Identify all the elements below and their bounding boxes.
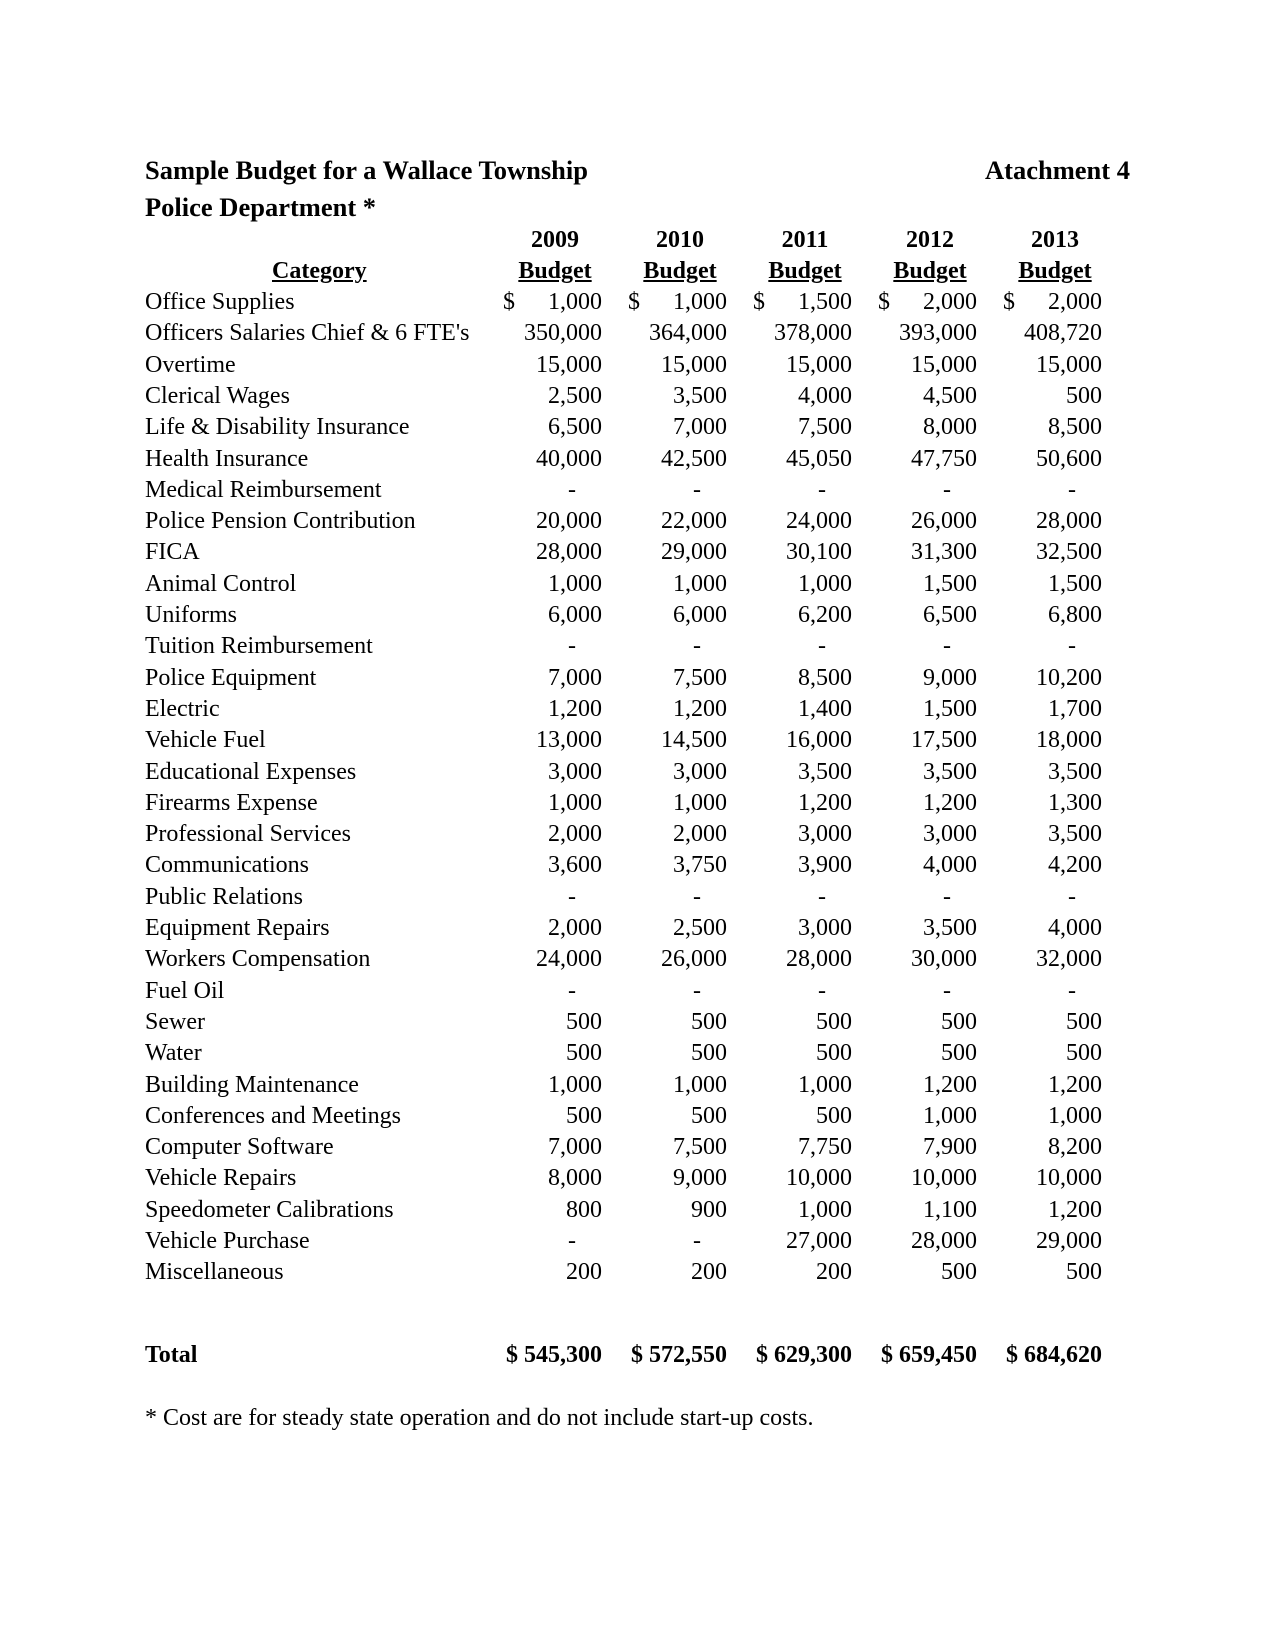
table-cell: 8,200 <box>1048 1134 1102 1161</box>
table-cell: - <box>693 476 701 503</box>
table-cell: 2,000 <box>1048 289 1102 315</box>
budget-header: Budget <box>1018 258 1092 284</box>
table-cell: 500 <box>566 1008 602 1035</box>
table-cell: - <box>818 633 826 660</box>
table-cell: 32,000 <box>1036 946 1102 973</box>
table-row <box>0 724 1275 756</box>
row-category: Computer Software <box>145 1134 334 1161</box>
budget-header: Budget <box>643 258 717 284</box>
table-cell: 30,100 <box>786 539 852 566</box>
table-cell: 10,000 <box>1036 1165 1102 1192</box>
table-row <box>0 630 1275 662</box>
table-cell: - <box>693 883 701 910</box>
row-category: Animal Control <box>145 570 297 597</box>
table-row <box>0 849 1275 881</box>
row-category: Speedometer Calibrations <box>145 1196 394 1223</box>
table-cell: 6,200 <box>798 602 852 628</box>
table-cell: 408,720 <box>1024 320 1102 347</box>
table-cell: 1,000 <box>548 789 602 816</box>
table-cell: 26,000 <box>911 508 977 535</box>
table-row <box>0 443 1275 475</box>
table-cell: 2,000 <box>923 289 977 315</box>
table-cell: 378,000 <box>774 320 852 347</box>
table-row <box>0 599 1275 631</box>
row-category: Officers Salaries Chief & 6 FTE's <box>145 320 470 347</box>
table-cell: 8,000 <box>548 1165 602 1192</box>
table-cell: - <box>1068 883 1076 910</box>
row-category: FICA <box>145 539 200 566</box>
table-cell: 1,200 <box>923 789 977 816</box>
table-cell: 8,000 <box>923 414 977 441</box>
table-row <box>0 787 1275 819</box>
table-cell: 800 <box>566 1196 602 1223</box>
table-row <box>0 662 1275 694</box>
table-cell: 3,500 <box>1048 758 1102 785</box>
table-cell: 15,000 <box>536 351 602 378</box>
currency-symbol: $ <box>753 289 765 315</box>
table-cell: 4,200 <box>1048 852 1102 879</box>
table-cell: 500 <box>941 1008 977 1035</box>
table-cell: 7,000 <box>673 414 727 441</box>
row-category: Police Equipment <box>145 664 317 691</box>
table-cell: 1,000 <box>673 289 727 315</box>
table-cell: - <box>693 633 701 660</box>
total-value: $ 659,450 <box>881 1342 977 1368</box>
table-cell: 4,500 <box>923 382 977 409</box>
table-cell: 31,300 <box>911 539 977 566</box>
table-cell: 3,500 <box>923 915 977 941</box>
table-row <box>0 881 1275 913</box>
table-row <box>0 756 1275 788</box>
table-row <box>0 1006 1275 1038</box>
row-category: Professional Services <box>145 821 351 848</box>
table-cell: - <box>568 633 576 660</box>
table-cell: 2,000 <box>673 821 727 848</box>
table-cell: 1,300 <box>1048 789 1102 816</box>
table-cell: 7,750 <box>798 1134 852 1161</box>
table-cell: - <box>568 977 576 1004</box>
currency-symbol: $ <box>1003 289 1015 315</box>
row-category: Building Maintenance <box>145 1071 359 1098</box>
table-cell: 3,500 <box>798 758 852 785</box>
table-cell: 500 <box>1066 1040 1102 1067</box>
table-cell: 500 <box>816 1102 852 1129</box>
table-cell: 26,000 <box>661 946 727 973</box>
table-cell: 900 <box>691 1196 727 1223</box>
document-title-line-1: Sample Budget for a Wallace Township <box>145 155 588 185</box>
table-cell: 6,000 <box>673 602 727 628</box>
table-cell: 22,000 <box>661 508 727 535</box>
table-cell: 3,500 <box>673 382 727 409</box>
table-row <box>0 380 1275 412</box>
table-cell: 42,500 <box>661 445 727 472</box>
table-cell: 1,000 <box>548 1071 602 1098</box>
table-row <box>0 693 1275 725</box>
table-cell: 3,000 <box>673 758 727 785</box>
budget-header: Budget <box>768 258 842 284</box>
table-row <box>0 943 1275 975</box>
table-cell: 500 <box>691 1008 727 1035</box>
table-cell: 24,000 <box>536 946 602 973</box>
table-cell: 1,000 <box>548 570 602 597</box>
table-cell: - <box>943 633 951 660</box>
row-category: Miscellaneous <box>145 1259 284 1286</box>
table-cell: 8,500 <box>798 664 852 691</box>
table-cell: 500 <box>941 1259 977 1286</box>
table-cell: 1,700 <box>1048 695 1102 722</box>
table-cell: 15,000 <box>1036 351 1102 378</box>
table-cell: 500 <box>941 1040 977 1067</box>
table-cell: 6,500 <box>548 414 602 441</box>
table-cell: 1,200 <box>548 695 602 722</box>
row-category: Clerical Wages <box>145 382 290 409</box>
row-category: Medical Reimbursement <box>145 476 382 503</box>
year-header: 2011 <box>781 227 829 253</box>
table-cell: - <box>943 977 951 1004</box>
table-cell: 1,400 <box>798 695 852 722</box>
table-cell: 200 <box>816 1259 852 1286</box>
table-cell: 13,000 <box>536 727 602 754</box>
table-cell: 10,000 <box>786 1165 852 1192</box>
table-row <box>0 349 1275 381</box>
row-category: Sewer <box>145 1008 205 1035</box>
table-row <box>0 1100 1275 1132</box>
table-cell: 17,500 <box>911 727 977 754</box>
row-category: Communications <box>145 852 309 879</box>
table-cell: 10,000 <box>911 1165 977 1192</box>
row-category: Fuel Oil <box>145 977 225 1004</box>
row-category: Tuition Reimbursement <box>145 633 373 660</box>
table-cell: 1,200 <box>1048 1071 1102 1098</box>
table-cell: 7,500 <box>673 664 727 691</box>
table-row <box>0 286 1275 318</box>
table-cell: - <box>693 977 701 1004</box>
footnote: * Cost are for steady state operation and do not include start-up costs. <box>145 1405 814 1431</box>
table-cell: 2,000 <box>548 821 602 848</box>
row-category: Educational Expenses <box>145 758 357 785</box>
table-cell: - <box>943 476 951 503</box>
table-cell: 393,000 <box>899 320 977 347</box>
table-cell: 1,500 <box>1048 570 1102 597</box>
table-cell: 3,000 <box>798 915 852 941</box>
row-category: Uniforms <box>145 602 237 628</box>
budget-header: Budget <box>893 258 967 284</box>
total-value: $ 684,620 <box>1006 1342 1102 1368</box>
table-cell: 14,500 <box>661 727 727 754</box>
year-header: 2012 <box>906 227 954 253</box>
table-cell: 3,000 <box>798 821 852 848</box>
table-cell: - <box>818 977 826 1004</box>
table-cell: 1,000 <box>1048 1102 1102 1129</box>
table-cell: - <box>568 1228 576 1254</box>
table-cell: 3,500 <box>923 758 977 785</box>
table-cell: - <box>818 883 826 910</box>
table-cell: 7,900 <box>923 1134 977 1161</box>
total-label: Total <box>145 1342 198 1368</box>
table-row <box>0 411 1275 443</box>
row-category: Police Pension Contribution <box>145 508 416 535</box>
table-cell: 1,000 <box>673 1071 727 1098</box>
table-row <box>0 1069 1275 1101</box>
table-cell: 500 <box>1066 1008 1102 1035</box>
total-value: $ 629,300 <box>756 1342 852 1368</box>
table-cell: 16,000 <box>786 727 852 754</box>
table-cell: 7,500 <box>798 414 852 441</box>
table-cell: 27,000 <box>786 1228 852 1254</box>
table-cell: 500 <box>566 1102 602 1129</box>
row-category: Equipment Repairs <box>145 915 330 941</box>
table-row <box>0 536 1275 568</box>
table-row <box>0 818 1275 850</box>
table-cell: 500 <box>816 1008 852 1035</box>
table-cell: - <box>1068 977 1076 1004</box>
table-cell: 6,800 <box>1048 602 1102 628</box>
table-cell: 10,200 <box>1036 664 1102 691</box>
currency-symbol: $ <box>878 289 890 315</box>
row-category: Water <box>145 1040 202 1067</box>
table-cell: 3,000 <box>923 821 977 848</box>
table-cell: 200 <box>691 1259 727 1286</box>
table-cell: 500 <box>566 1040 602 1067</box>
table-cell: 28,000 <box>1036 508 1102 535</box>
table-cell: 1,000 <box>548 289 602 315</box>
document-title-line-2: Police Department * <box>145 192 377 222</box>
table-cell: 9,000 <box>673 1165 727 1192</box>
total-value: $ 545,300 <box>506 1342 602 1368</box>
table-cell: 7,000 <box>548 664 602 691</box>
table-cell: 4,000 <box>798 382 852 409</box>
category-header: Category <box>272 258 367 284</box>
table-cell: 29,000 <box>661 539 727 566</box>
table-cell: 1,200 <box>798 789 852 816</box>
table-cell: 1,000 <box>673 789 727 816</box>
total-row <box>0 1339 1275 1371</box>
table-cell: 3,000 <box>548 758 602 785</box>
table-cell: 6,000 <box>548 602 602 628</box>
table-cell: 1,200 <box>923 1071 977 1098</box>
row-category: Vehicle Purchase <box>145 1228 310 1254</box>
table-cell: 200 <box>566 1259 602 1286</box>
table-cell: 3,750 <box>673 852 727 879</box>
table-cell: 50,600 <box>1036 445 1102 472</box>
table-cell: 15,000 <box>786 351 852 378</box>
table-cell: - <box>693 1228 701 1254</box>
table-cell: 28,000 <box>536 539 602 566</box>
table-cell: - <box>1068 633 1076 660</box>
row-category: Conferences and Meetings <box>145 1102 401 1129</box>
table-cell: 1,500 <box>923 695 977 722</box>
table-row <box>0 912 1275 944</box>
table-cell: 18,000 <box>1036 727 1102 754</box>
table-cell: 500 <box>691 1040 727 1067</box>
table-row <box>0 1256 1275 1288</box>
table-row <box>0 1194 1275 1226</box>
year-header: 2009 <box>531 227 579 253</box>
table-cell: 500 <box>1066 1259 1102 1286</box>
table-cell: 20,000 <box>536 508 602 535</box>
table-cell: 500 <box>691 1102 727 1129</box>
table-cell: 2,000 <box>548 915 602 941</box>
table-cell: 47,750 <box>911 445 977 472</box>
table-row <box>0 1225 1275 1257</box>
table-cell: 6,500 <box>923 602 977 628</box>
table-cell: 1,000 <box>798 1071 852 1098</box>
table-row <box>0 1037 1275 1069</box>
table-cell: - <box>1068 476 1076 503</box>
table-row <box>0 505 1275 537</box>
table-cell: 4,000 <box>923 852 977 879</box>
table-cell: 1,000 <box>673 570 727 597</box>
table-cell: 1,000 <box>923 1102 977 1129</box>
table-cell: 28,000 <box>911 1228 977 1254</box>
row-category: Firearms Expense <box>145 789 318 816</box>
table-cell: 28,000 <box>786 946 852 973</box>
table-cell: - <box>568 883 576 910</box>
row-category: Health Insurance <box>145 445 309 472</box>
currency-symbol: $ <box>503 289 515 315</box>
table-row <box>0 1131 1275 1163</box>
table-cell: 1,200 <box>673 695 727 722</box>
table-cell: 1,200 <box>1048 1196 1102 1223</box>
budget-header: Budget <box>518 258 592 284</box>
header-years-row <box>0 224 1275 256</box>
table-cell: 7,000 <box>548 1134 602 1161</box>
row-category: Vehicle Repairs <box>145 1165 297 1192</box>
table-cell: 350,000 <box>524 320 602 347</box>
table-cell: 15,000 <box>911 351 977 378</box>
table-cell: 1,100 <box>923 1196 977 1223</box>
table-cell: 45,050 <box>786 445 852 472</box>
table-cell: 4,000 <box>1048 915 1102 941</box>
table-cell: 3,500 <box>1048 821 1102 848</box>
row-category: Life & Disability Insurance <box>145 414 410 441</box>
table-row <box>0 568 1275 600</box>
table-cell: 364,000 <box>649 320 727 347</box>
year-header: 2010 <box>656 227 704 253</box>
header-budget-row <box>0 255 1275 287</box>
table-cell: 3,600 <box>548 852 602 879</box>
table-cell: 1,000 <box>798 1196 852 1223</box>
table-cell: 1,000 <box>798 570 852 597</box>
row-category: Workers Compensation <box>145 946 371 973</box>
row-category: Electric <box>145 695 220 722</box>
table-row <box>0 317 1275 349</box>
table-row <box>0 1162 1275 1194</box>
table-cell: 29,000 <box>1036 1228 1102 1254</box>
table-cell: 1,500 <box>798 289 852 315</box>
table-cell: - <box>943 883 951 910</box>
table-cell: 40,000 <box>536 445 602 472</box>
table-cell: 24,000 <box>786 508 852 535</box>
table-cell: 2,500 <box>548 382 602 409</box>
table-cell: - <box>568 476 576 503</box>
table-cell: 30,000 <box>911 946 977 973</box>
table-cell: 3,900 <box>798 852 852 879</box>
table-cell: 8,500 <box>1048 414 1102 441</box>
attachment-label: Atachment 4 <box>985 155 1130 185</box>
table-cell: 500 <box>1066 382 1102 409</box>
currency-symbol: $ <box>628 289 640 315</box>
table-row <box>0 474 1275 506</box>
row-category: Overtime <box>145 351 236 378</box>
table-cell: 500 <box>816 1040 852 1067</box>
table-cell: 15,000 <box>661 351 727 378</box>
table-cell: 32,500 <box>1036 539 1102 566</box>
table-cell: 1,500 <box>923 570 977 597</box>
total-value: $ 572,550 <box>631 1342 727 1368</box>
table-cell: 2,500 <box>673 915 727 941</box>
table-cell: 7,500 <box>673 1134 727 1161</box>
table-cell: 9,000 <box>923 664 977 691</box>
year-header: 2013 <box>1031 227 1079 253</box>
table-row <box>0 975 1275 1007</box>
row-category: Office Supplies <box>145 289 295 315</box>
row-category: Vehicle Fuel <box>145 727 266 754</box>
table-cell: - <box>818 476 826 503</box>
row-category: Public Relations <box>145 883 303 910</box>
